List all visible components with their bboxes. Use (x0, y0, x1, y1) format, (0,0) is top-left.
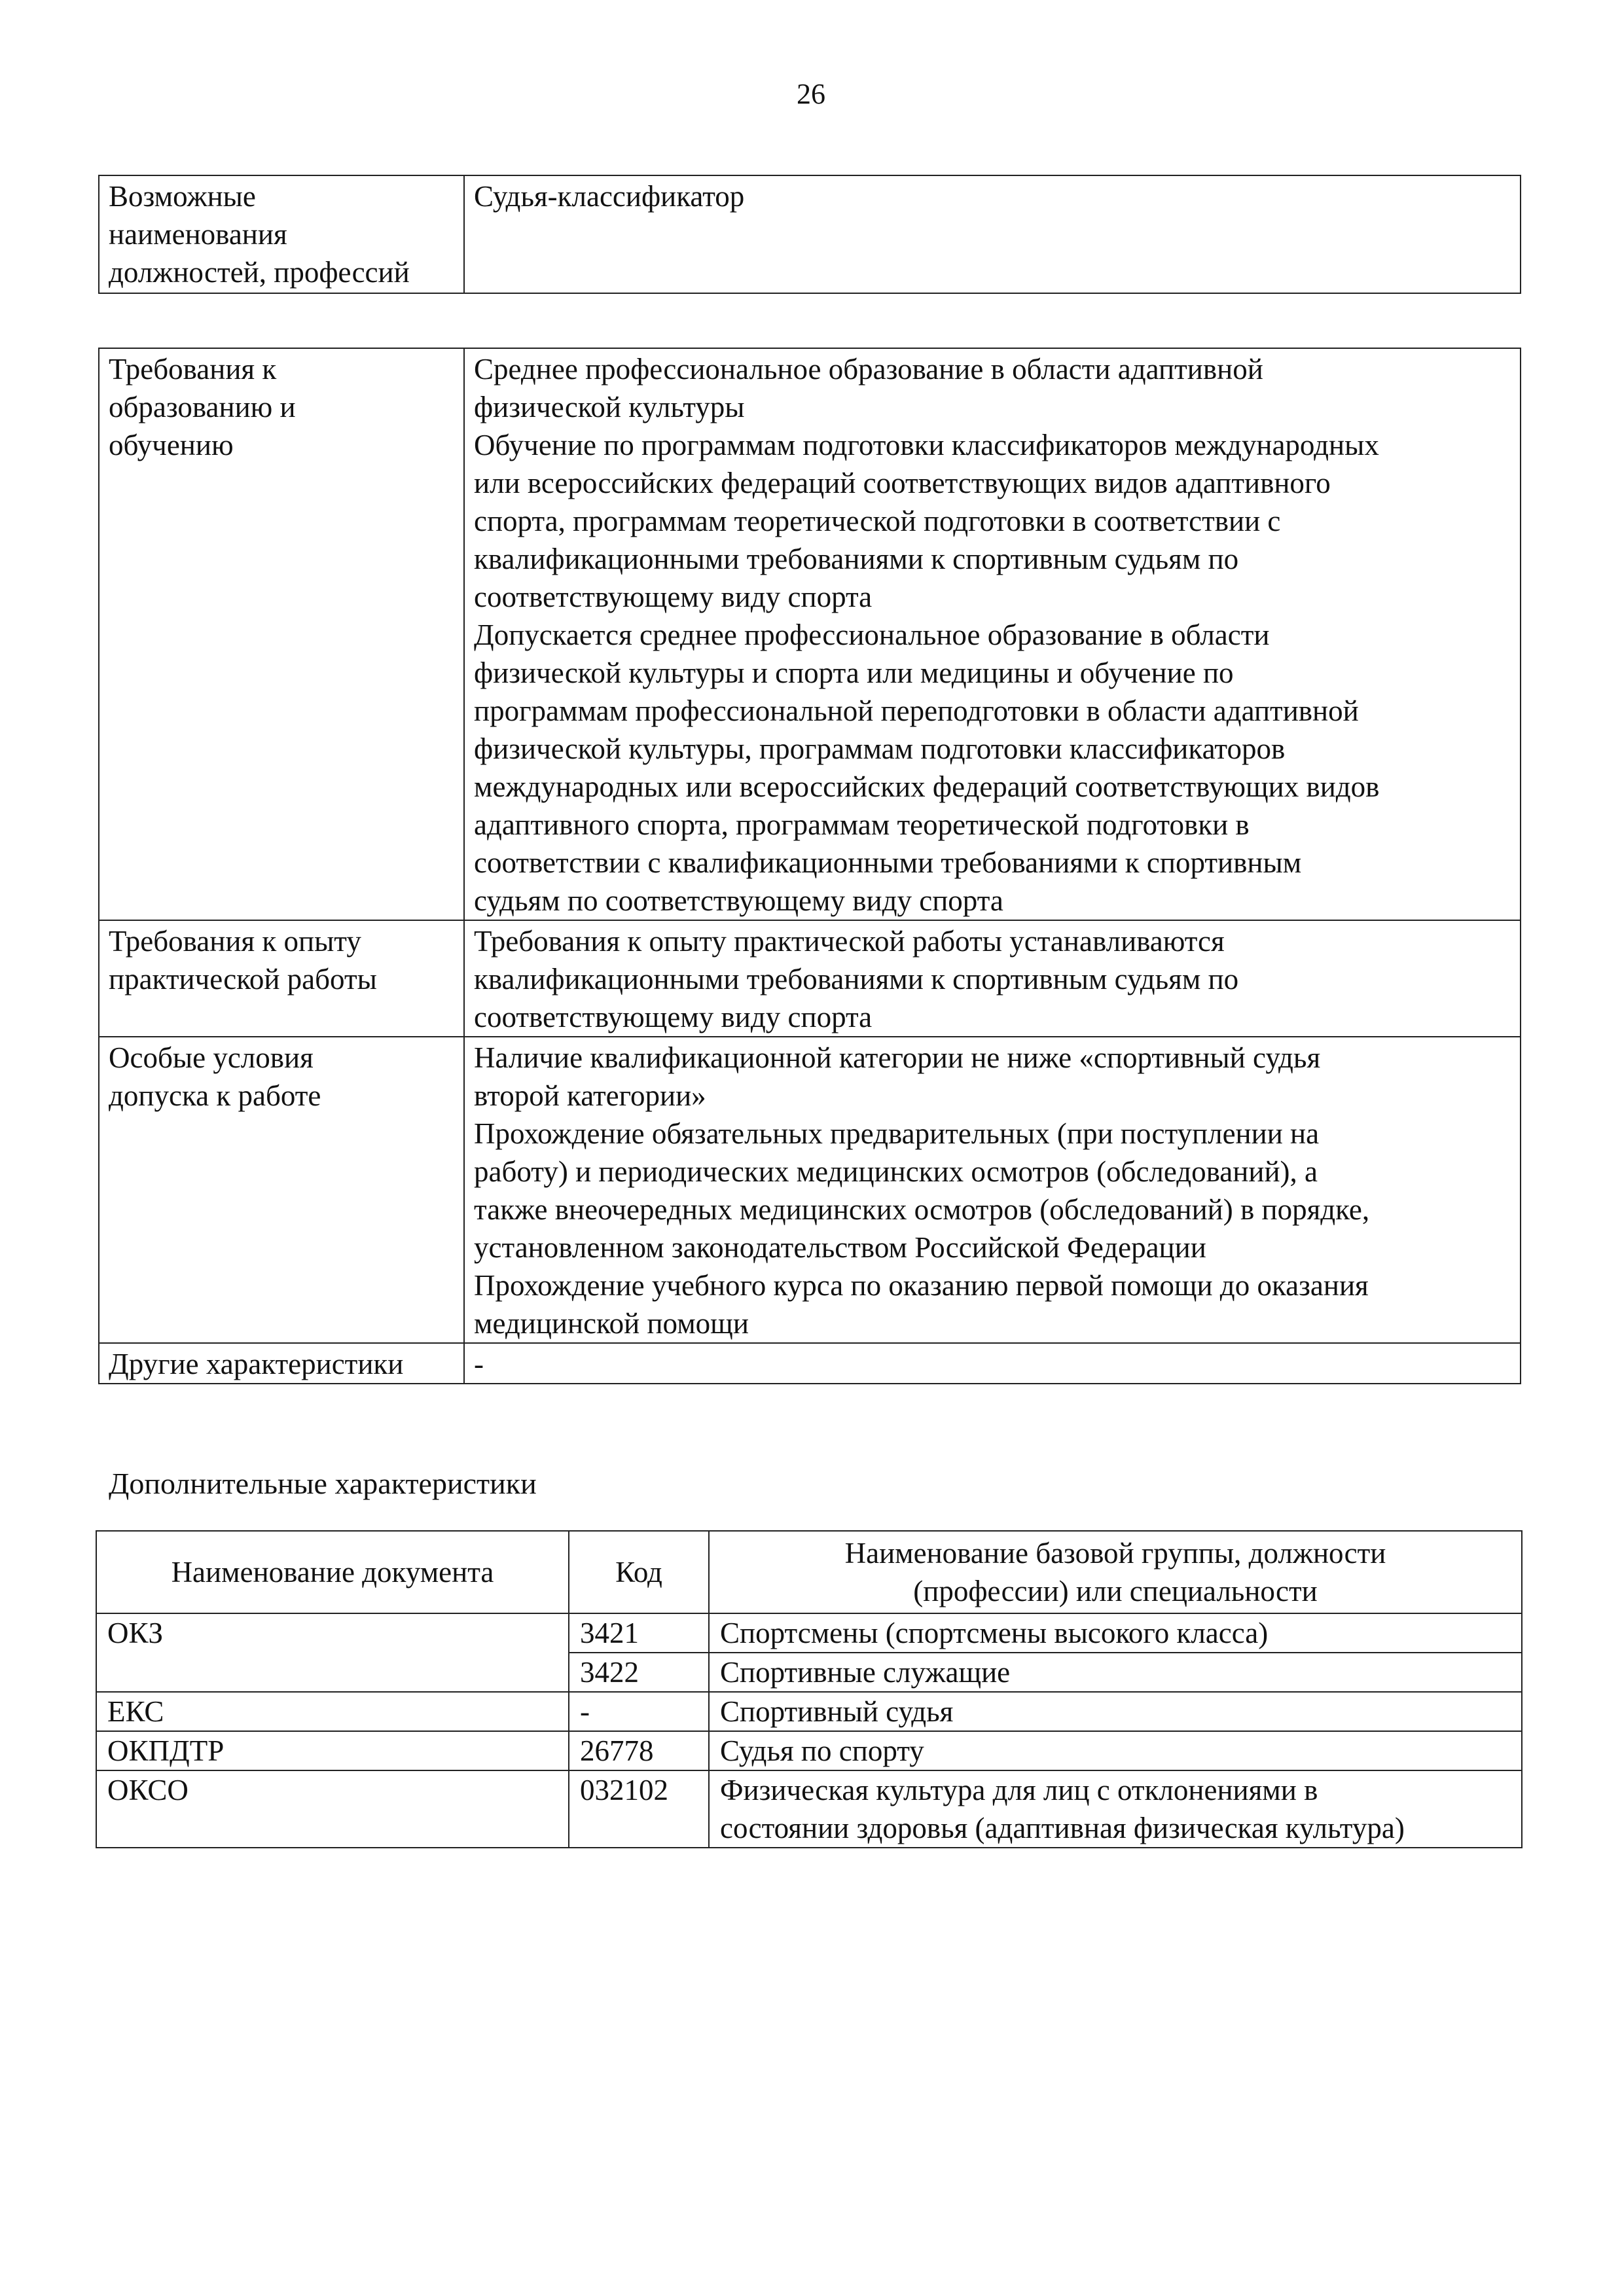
requirement-value-line: соответствующему виду спорта (474, 581, 873, 613)
table-row (99, 175, 1521, 293)
requirement-value-cell (464, 348, 1521, 920)
page-number: 26 (797, 78, 825, 110)
document-cell: ОКЗ (96, 1613, 569, 1653)
table-header-row (96, 1531, 1522, 1613)
requirement-value-cell (464, 920, 1521, 1037)
group-name-line: Судья по спорту (720, 1734, 924, 1767)
requirement-value-line: медицинской помощи (474, 1307, 749, 1340)
table-row (99, 920, 1521, 1037)
requirement-label-line: допуска к работе (109, 1079, 321, 1112)
table-row (96, 1770, 1522, 1848)
table-row (96, 1613, 1522, 1653)
positions-label-line: должностей, профессий (109, 256, 410, 289)
requirements-table (98, 348, 1521, 1384)
group-name-line: Спортивный судья (720, 1695, 954, 1728)
table-row (96, 1653, 1522, 1692)
group-name-cell (709, 1731, 1522, 1770)
code-cell: - (569, 1692, 709, 1731)
table-row (96, 1692, 1522, 1731)
requirement-value-line: Наличие квалификационной категории не ниже «спортивный судья (474, 1041, 1321, 1074)
positions-value: Судья-классификатор (474, 180, 745, 213)
requirement-value-line: - (474, 1348, 484, 1380)
requirement-label-cell (99, 348, 464, 920)
requirement-value-line: соответствующему виду спорта (474, 1001, 873, 1033)
column-header-code: Код (569, 1531, 709, 1613)
requirement-value-line: соответствии с квалификационными требованиями к спортивным (474, 846, 1302, 879)
requirement-label-cell (99, 920, 464, 1037)
group-name-cell (709, 1692, 1522, 1731)
column-header-group (709, 1531, 1522, 1613)
requirement-value-line: Требования к опыту практической работы устанавливаются (474, 925, 1225, 958)
positions-label-line: Возможные (109, 180, 256, 213)
requirement-label-line: практической работы (109, 963, 377, 996)
requirement-value-line: физической культуры, программам подготовки классификаторов (474, 732, 1286, 765)
requirement-value-line: Среднее профессиональное образование в области адаптивной (474, 353, 1263, 386)
requirement-label-line: Требования к (109, 353, 277, 386)
group-name-line: Спортсмены (спортсмены высокого класса) (720, 1617, 1269, 1649)
requirement-value-line: квалификационными требованиями к спортивным судьям по (474, 963, 1239, 996)
positions-label-cell (99, 175, 464, 293)
group-name-line: Спортивные служащие (720, 1656, 1011, 1689)
table-row (99, 348, 1521, 920)
requirement-value-line: спорта, программам теоретической подготовки в соответствии с (474, 505, 1281, 537)
requirement-value-line: также внеочередных медицинских осмотров (обследований) в порядке, (474, 1193, 1370, 1226)
group-name-cell (709, 1770, 1522, 1848)
group-name-cell (709, 1613, 1522, 1653)
requirement-label-cell (99, 1343, 464, 1384)
requirement-value-line: второй категории» (474, 1079, 706, 1112)
requirement-label-line: Другие характеристики (109, 1348, 404, 1380)
column-header-document: Наименование документа (96, 1531, 569, 1613)
column-header-group-line: (профессии) или специальности (913, 1575, 1318, 1607)
positions-value-cell (464, 175, 1521, 293)
group-name-line: Физическая культура для лиц с отклонениями в (720, 1774, 1318, 1806)
positions-table (98, 175, 1521, 294)
requirement-label-line: Особые условия (109, 1041, 314, 1074)
document-cell: ЕКС (96, 1692, 569, 1731)
document-cell: ОКСО (96, 1770, 569, 1848)
table-row (99, 1037, 1521, 1343)
requirement-value-line: Прохождение учебного курса по оказанию первой помощи до оказания (474, 1269, 1369, 1302)
requirement-value-line: физической культуры и спорта или медицины и обучение по (474, 656, 1234, 689)
requirement-value-line: Прохождение обязательных предварительных (при поступлении на (474, 1117, 1320, 1150)
requirement-value-line: работу) и периодических медицинских осмотров (обследований), а (474, 1155, 1318, 1188)
additional-characteristics-table (96, 1530, 1523, 1848)
code-cell: 3422 (569, 1653, 709, 1692)
group-name-cell (709, 1653, 1522, 1692)
document-cell: ОКПДТР (96, 1731, 569, 1770)
requirement-value-line: международных или всероссийских федераций соответствующих видов (474, 770, 1380, 803)
code-cell: 3421 (569, 1613, 709, 1653)
requirement-value-line: программам профессиональной переподготовки в области адаптивной (474, 694, 1359, 727)
requirement-value-line: судьям по соответствующему виду спорта (474, 884, 1003, 917)
requirement-value-line: установленном законодательством Российской Федерации (474, 1231, 1206, 1264)
code-cell: 26778 (569, 1731, 709, 1770)
code-cell: 032102 (569, 1770, 709, 1848)
requirement-value-line: адаптивного спорта, программам теоретической подготовки в (474, 808, 1250, 841)
column-header-group-line: Наименование базовой группы, должности (844, 1537, 1386, 1570)
requirement-value-line: Обучение по программам подготовки классификаторов международных (474, 429, 1379, 461)
document-cell (96, 1653, 569, 1692)
section-heading: Дополнительные характеристики (109, 1467, 537, 1500)
requirement-value-line: квалификационными требованиями к спортивным судьям по (474, 543, 1239, 575)
requirement-value-cell (464, 1037, 1521, 1343)
requirement-value-line: Допускается среднее профессиональное образование в области (474, 619, 1270, 651)
group-name-line: состоянии здоровья (адаптивная физическая культура) (720, 1812, 1405, 1844)
requirement-label-cell (99, 1037, 464, 1343)
requirement-label-line: обучению (109, 429, 234, 461)
requirement-value-line: физической культуры (474, 391, 745, 423)
positions-label-line: наименования (109, 218, 287, 251)
requirement-label-line: Требования к опыту (109, 925, 361, 958)
table-row (99, 1343, 1521, 1384)
requirement-value-line: или всероссийских федераций соответствующих видов адаптивного (474, 467, 1331, 499)
requirement-label-line: образованию и (109, 391, 296, 423)
table-row (96, 1731, 1522, 1770)
requirement-value-cell (464, 1343, 1521, 1384)
